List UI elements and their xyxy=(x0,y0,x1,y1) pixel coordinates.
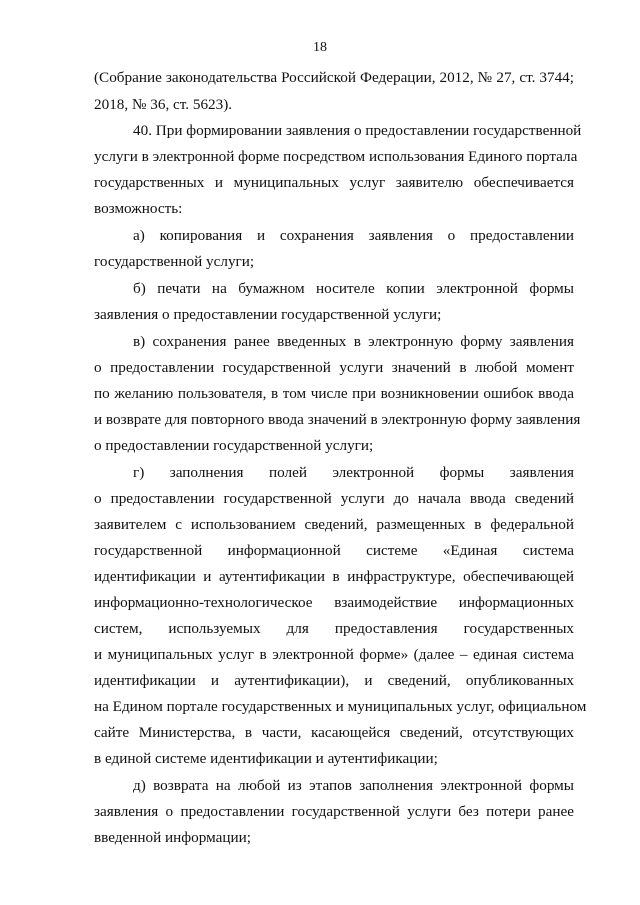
text-line: в) сохранения ранее введенных в электронную форму заявления xyxy=(133,333,574,350)
text-line: б) печати на бумажном носителе копии электронной формы xyxy=(133,280,574,297)
text-line: идентификации и аутентификации), и сведений, опубликованных xyxy=(94,672,574,689)
text-line: сайте Министерства, в части, касающейся сведений, отсутствующих xyxy=(94,724,574,741)
text-line: о предоставлении государственной услуги; xyxy=(94,437,374,454)
text-line: заявителем с использованием сведений, размещенных в федеральной xyxy=(94,516,574,533)
text-line: на Едином портале государственных и муниципальных услуг, официальном xyxy=(94,698,587,715)
text-line: систем, используемых для предоставления государственных xyxy=(94,620,574,637)
text-line: д) возврата на любой из этапов заполнения электронной формы xyxy=(133,777,574,794)
text-line: государственной услуги; xyxy=(94,253,255,270)
text-line: государственных и муниципальных услуг заявителю обеспечивается xyxy=(94,174,574,191)
text-line: по желанию пользователя, в том числе при возникновении ошибок ввода xyxy=(94,385,574,402)
text-line: возможность: xyxy=(94,200,183,217)
text-line: и муниципальных услуг в электронной форме» (далее – единая система xyxy=(94,646,574,663)
text-line: г) заполнения полей электронной формы заявления xyxy=(133,464,574,481)
text-line: о предоставлении государственной услуги значений в любой момент xyxy=(94,359,574,376)
text-line: услуги в электронной форме посредством использования Единого портала xyxy=(94,148,578,165)
text-line: государственной информационной системе «Единая система xyxy=(94,542,574,559)
text-line: и возврате для повторного ввода значений в электронную форму заявления xyxy=(94,411,581,428)
text-line: заявления о предоставлении государственной услуги без потери ранее xyxy=(94,803,574,820)
text-line: 40. При формировании заявления о предоставлении государственной xyxy=(133,122,582,139)
text-line: о предоставлении государственной услуги до начала ввода сведений xyxy=(94,490,574,507)
text-line: идентификации и аутентификации в инфраструктуре, обеспечивающей xyxy=(94,568,574,585)
text-line: а) копирования и сохранения заявления о предоставлении xyxy=(133,227,574,244)
text-line: заявления о предоставлении государственной услуги; xyxy=(94,306,442,323)
text-line: введенной информации; xyxy=(94,829,251,846)
text-line: информационно-технологическое взаимодействие информационных xyxy=(94,594,574,611)
text-line: (Собрание законодательства Российской Федерации, 2012, № 27, ст. 3744; xyxy=(94,69,574,86)
text-line: в единой системе идентификации и аутентификации; xyxy=(94,750,438,767)
text-line: 2018, № 36, ст. 5623). xyxy=(94,96,233,113)
page-number: 18 xyxy=(313,40,327,55)
